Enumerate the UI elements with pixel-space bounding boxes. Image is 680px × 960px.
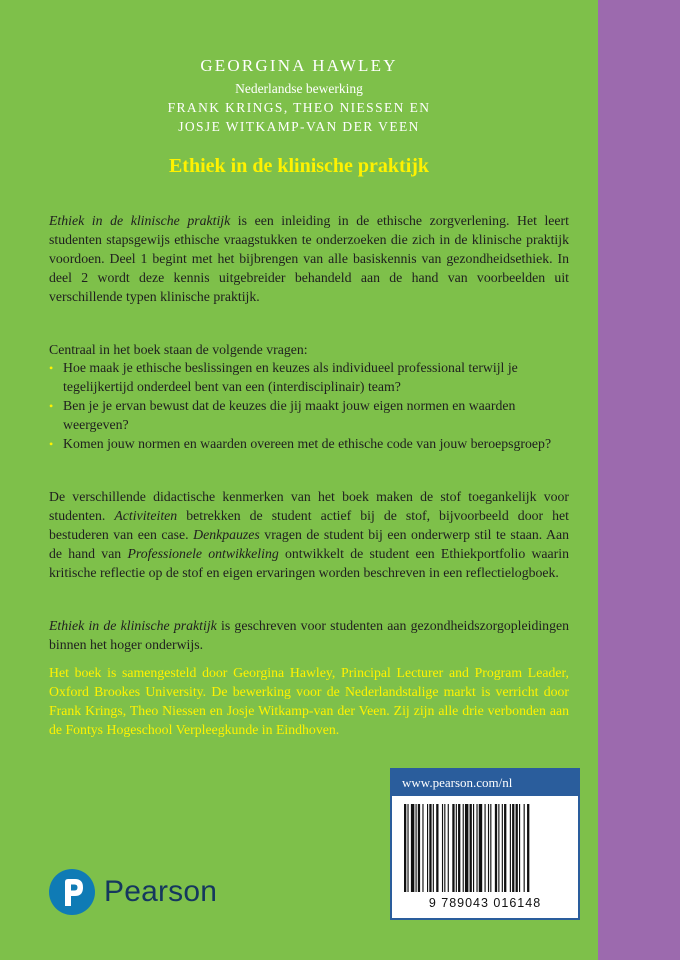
isbn-number: 9 789043 016148 bbox=[428, 896, 542, 910]
professionele-ontwikkeling-italic: Professionele ontwikkeling bbox=[127, 545, 279, 561]
barcode-box bbox=[390, 768, 580, 920]
list-item: • Hoe maak je ethische beslissingen en keuzes als individueel professional terwijl je tegelijkertijd onderdeel bent van een (interdisciplinair) team? bbox=[49, 359, 569, 397]
questions-list bbox=[49, 359, 569, 454]
didactic-text-3: vragen de student bij een onderwerp stil te staan. Aan de hand van bbox=[49, 526, 569, 561]
didactic-text-1: De verschillende didactische kenmerken van het boek maken de stof toegankelijk voor studenten. bbox=[49, 489, 569, 523]
list-item: • Komen jouw normen en waarden overeen met de ethische code van jouw beroepsgroep? bbox=[49, 435, 569, 454]
audience-title-italic: Ethiek in de klinische praktijk bbox=[49, 618, 217, 633]
intro-title-italic: Ethiek in de klinische praktijk bbox=[49, 213, 231, 228]
audience-text: is geschreven voor studenten aan gezondheidszorgopleidingen binnen het hoger onderwijs. bbox=[49, 618, 569, 652]
audience-paragraph bbox=[49, 617, 569, 655]
questions-intro: Centraal in het boek staan de volgende vragen: bbox=[49, 342, 308, 357]
barcode-icon bbox=[402, 804, 570, 892]
activiteiten-italic: Activiteiten bbox=[114, 507, 178, 523]
adapters-line-1: FRANK KRINGS, THEO NIESSEN EN bbox=[167, 100, 431, 115]
pearson-logo bbox=[48, 866, 217, 918]
pearson-p-icon bbox=[48, 868, 96, 916]
spine-edge bbox=[598, 0, 680, 960]
author-block bbox=[0, 55, 598, 136]
pearson-url[interactable]: www.pearson.com/nl bbox=[392, 770, 578, 796]
denkpauzes-italic: Denkpauzes bbox=[193, 526, 260, 542]
didactic-text-4: ontwikkelt de student een Ethiekportfolio waarin kritische reflectie op de stof en eigen ervaringen worden beschreven in een reflectielogboek. bbox=[49, 545, 569, 580]
book-title: Ethiek in de klinische praktijk bbox=[168, 155, 430, 177]
adapters-line-2: JOSJE WITKAMP-VAN DER VEEN bbox=[178, 119, 420, 134]
author-name: GEORGINA HAWLEY bbox=[200, 56, 398, 75]
didactic-paragraph bbox=[49, 488, 569, 583]
adaptation-label: Nederlandse bewerking bbox=[235, 81, 363, 96]
authors-paragraph: Het boek is samengesteld door Georgina Hawley, Principal Lecturer and Program Leader, Oxford Brookes University. De bewerking voor de Nederlandstalige markt is verricht door Frank Krings, Theo Niessen en Josje Witkamp-van der Veen. Zij zijn alle drie verbonden aan de Fontys Hogeschool Verpleegkunde in Eindhoven. bbox=[49, 665, 569, 737]
intro-paragraph bbox=[49, 212, 569, 307]
publisher-name: Pearson bbox=[104, 875, 218, 908]
didactic-text-2: betrekken de student actief bij de stof, bijvoorbeeld door het bestuderen van een case. bbox=[49, 507, 569, 542]
list-item: • Ben je je ervan bewust dat de keuzes die jij maakt jouw eigen normen en waarden weergeven? bbox=[49, 397, 569, 435]
intro-text: is een inleiding in de ethische zorgverlening. Het leert studenten stapsgewijs ethische vraagstukken te onderzoeken die zich in de klinische praktijk voordoen. Deel 1 begint met het bijbrengen van alle basiskennis van gezondheidsethiek. In deel 2 wordt deze kennis uitgebreider behandeld aan de hand van voorbeelden uit verschillende typen klinische praktijk. bbox=[49, 213, 569, 304]
